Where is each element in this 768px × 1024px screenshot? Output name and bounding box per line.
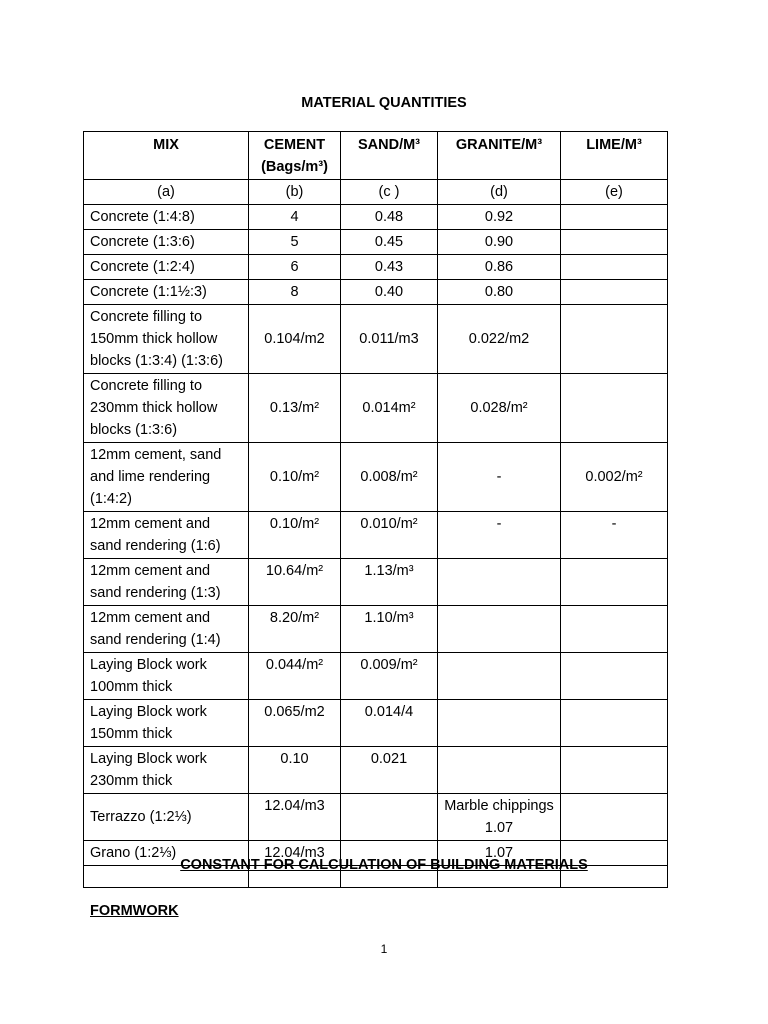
page-title: MATERIAL QUANTITIES [301,95,467,111]
cell-mix: Terrazzo (1:2⅓) [84,794,249,841]
cell-mix: 12mm cement, sand and lime rendering (1:4:2) [84,443,249,512]
cell-mix: Grano (1:2⅓) [84,841,249,866]
cell-mix: Concrete filling to 150mm thick hollow blocks (1:3:4) (1:3:6) [84,305,249,374]
cell-mix: Laying Block work 230mm thick [84,747,249,794]
cell-granite: 1.07 [438,841,561,866]
cell-lime: - [561,512,668,559]
cell-lime [561,374,668,443]
cell-sand: 0.021 [341,747,438,794]
cell-cement: 5 [249,230,341,255]
header-lime: LIME/M³ [561,132,668,180]
col-code-d: (d) [438,180,561,205]
cell-lime [561,606,668,653]
cell-granite [438,606,561,653]
cell-granite: - [438,512,561,559]
cell-lime [561,205,668,230]
cell-granite [438,559,561,606]
section-heading: FORMWORK [90,903,179,919]
cell-sand: 0.011/m3 [341,305,438,374]
cell-granite [438,700,561,747]
cell-cement: 6 [249,255,341,280]
cell-cement: 0.10 [249,747,341,794]
cell-lime [561,305,668,374]
cell-lime [561,747,668,794]
cell-cement: 4 [249,205,341,230]
col-code-a: (a) [84,180,249,205]
table-row [84,280,668,305]
cell-lime [561,700,668,747]
cell-cement: 10.64/m² [249,559,341,606]
cell-granite: 0.92 [438,205,561,230]
cell-granite: 0.028/m² [438,374,561,443]
table-row [84,255,668,280]
cell-mix: Laying Block work 150mm thick [84,700,249,747]
table-row [84,230,668,255]
cell-cement: 0.10/m² [249,443,341,512]
cell-mix: Concrete filling to 230mm thick hollow blocks (1:3:6) [84,374,249,443]
cell-mix: 12mm cement and sand rendering (1:6) [84,512,249,559]
table-row [84,443,668,512]
cell-cement: 0.104/m2 [249,305,341,374]
table-row [84,747,668,794]
table-row [84,512,668,559]
header-cement: CEMENT (Bags/m³) [249,132,341,180]
cell-mix: Laying Block work 100mm thick [84,653,249,700]
cell-granite: 0.90 [438,230,561,255]
cell-granite [438,747,561,794]
cell-lime [561,280,668,305]
cell-lime [561,255,668,280]
cell-cement: 8.20/m² [249,606,341,653]
cell-granite: - [438,443,561,512]
cell-sand: 0.45 [341,230,438,255]
table-row [84,794,668,841]
cell-sand: 1.10/m³ [341,606,438,653]
cell-sand: 0.008/m² [341,443,438,512]
col-code-b: (b) [249,180,341,205]
col-code-e: (e) [561,180,668,205]
header-mix: MIX [84,132,249,180]
subtitle: CONSTANT FOR CALCULATION OF BUILDING MATERIALS [180,857,588,873]
cell-sand: 0.43 [341,255,438,280]
table-row [84,606,668,653]
cell-sand: 0.009/m² [341,653,438,700]
cell-mix: Concrete (1:3:6) [84,230,249,255]
table-row [84,559,668,606]
material-quantities-table [83,131,668,888]
cell-cement: 0.044/m² [249,653,341,700]
table-row [84,653,668,700]
cell-sand: 0.40 [341,280,438,305]
cell-lime [561,559,668,606]
cell-cement: 0.065/m2 [249,700,341,747]
cell-sand: 0.48 [341,205,438,230]
cell-lime [561,230,668,255]
cell-mix: Concrete (1:4:8) [84,205,249,230]
cell-cement: 0.10/m² [249,512,341,559]
cell-granite: Marble chippings 1.07 [438,794,561,841]
cell-granite [438,653,561,700]
table-row [84,305,668,374]
header-granite: GRANITE/M³ [438,132,561,180]
cell-granite: 0.80 [438,280,561,305]
cell-sand [341,794,438,841]
cell-sand: 0.010/m² [341,512,438,559]
header-row [84,132,668,180]
cell-lime [561,794,668,841]
cell-mix: Concrete (1:2:4) [84,255,249,280]
cell-cement: 12.04/m3 [249,794,341,841]
cell-sand: 1.13/m³ [341,559,438,606]
cell-mix: 12mm cement and sand rendering (1:3) [84,559,249,606]
cell-sand: 0.014/4 [341,700,438,747]
cell-lime: 0.002/m² [561,443,668,512]
cell-cement: 8 [249,280,341,305]
cell-sand: 0.014m² [341,374,438,443]
cell-mix: 12mm cement and sand rendering (1:4) [84,606,249,653]
header-sand: SAND/M³ [341,132,438,180]
page-number: 1 [380,942,388,956]
cell-lime [561,653,668,700]
table-row [84,700,668,747]
cell-cement: 12.04/m3 [249,841,341,866]
table-row [84,205,668,230]
table-row [84,374,668,443]
cell-granite: 0.86 [438,255,561,280]
cell-mix: Concrete (1:1½:3) [84,280,249,305]
cell-granite: 0.022/m2 [438,305,561,374]
col-code-c: (c ) [341,180,438,205]
cell-cement: 0.13/m² [249,374,341,443]
column-code-row [84,180,668,205]
